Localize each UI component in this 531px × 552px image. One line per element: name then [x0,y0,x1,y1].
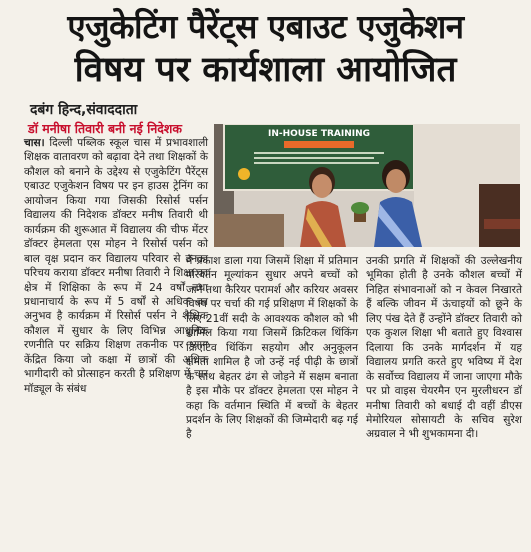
article-text-2: में प्रकाश डाला गया जिसमें शिक्षा में प्रतिमान परिवर्तन मूल्यांकन सुधार अपने बच्चों को जाने तथा कैरियर परामर्श और करियर अवसर विषय पर चर्चा की गई प्रशिक्षण में शिक्षकों के लिए 21वीं सदी के आवश्यक कौशल को भी शामिल किया गया जिसमें क्रिटिकल थिंकिंग क्रिएटिव थिंकिंग सहयोग और अनुकूलन क्षमता शामिल है जो उन्हें नई पीढ़ी के छात्रों के साथ बेहतर ढंग से जोड़ने में सक्षम बनाता है इस मौके पर डॉक्टर हेमलता एस मोहन ने कहा कि वर्तमान स्थिति में बच्चों के बेहतर प्रदर्शन के लिए शिक्षकों की जिम्मेदारी बढ़ गई है [186,255,358,441]
article-text-1: दिल्ली पब्लिक स्कूल चास में प्रभावशाली शिक्षक वातावरण को बढ़ावा देने तथा शिक्षकों के कौशल को बनाने के उद्देश्य से एजुकेटिंग पैरेंट्स एबाउट एजुकेशन विषय पर इन हाउस ट्रेनिंग का आयोजन किया गया जिसकी रिसोर्स पर्सन विद्यालय की निदेशक डॉक्टर मनीष तिवारी थी कार्यक्रम की शुरूआत में विद्यालय की चीफ मेंटर डॉक्टर हेमलता एस मोहन ने रिसोर्स पर्सन को बाल वृक्ष प्रदान कर विद्यालय परिवार से उनका परिचय कराया डॉक्टर मनीषा तिवारी ने शिक्षा का क्षेत्र में शिक्षिका के रूप में 24 वर्षों तथा प्रधानाचार्य के रूप में 5 वर्षों से अधिक का अनुभव है कार्यक्रम में रिसोर्स पर्सन ने शैक्षिक कौशल में सुधार के लिए विभिन्न आधुनिक रणनीति पर सक्रिय शिक्षण तकनीक पर ध्यान केंद्रित किया जो कक्षा में छात्रों की अधिक भागीदारी को प्रोत्साहन करती है प्रशिक्षण में चार मॉड्यूल के संबंध [24,137,208,395]
headline-line-1: एजुकेटिंग पैरेंट्स एबाउट एजुकेशन [67,7,464,46]
training-photo [214,124,520,247]
article-column-2 [186,254,358,442]
subhead: डॉ मनीषा तिवारी बनी नई निदेशक [28,121,182,136]
article-text-3: उनकी प्रगति में शिक्षकों की उल्लेखनीय भूमिका होती है उनके कौशल बच्चों में निहित संभावनाओं को न केवल निखारते हैं बल्कि जीवन में ऊंचाइयों को छूने के लिए पंख देते हैं उन्होंने डॉक्टर तिवारी को एक कुशल शिक्षा भी बताते हुए विश्वास दिलाया कि उनके मार्गदर्शन में यह विद्यालय प्रगति करते हुए भविष्य में देश के सर्वोच्च विद्यालय में जाना जाएगा मौके पर प्रो वाइस चेयरमैन एन मुरलीधरन डॉ मनीषा तिवारी को बधाई दी वहीं डीएस मेमोरियल सोसायटी के सचिव सुरेश अग्रवाल ने भी शुभकामना दी। [366,255,522,441]
headline [0,6,531,92]
banner-title: IN-HOUSE TRAINING [267,129,371,139]
dateline: चास। [24,137,45,149]
training-photo-illustration [214,124,520,247]
article-column-3 [366,254,522,442]
article-column-1 [24,136,208,396]
article-paragraph-1 [24,136,208,396]
headline-line-2: विषय पर कार्यशाला आयोजित [74,50,457,90]
byline: दबंग हिन्द,संवाददाता [30,102,138,118]
